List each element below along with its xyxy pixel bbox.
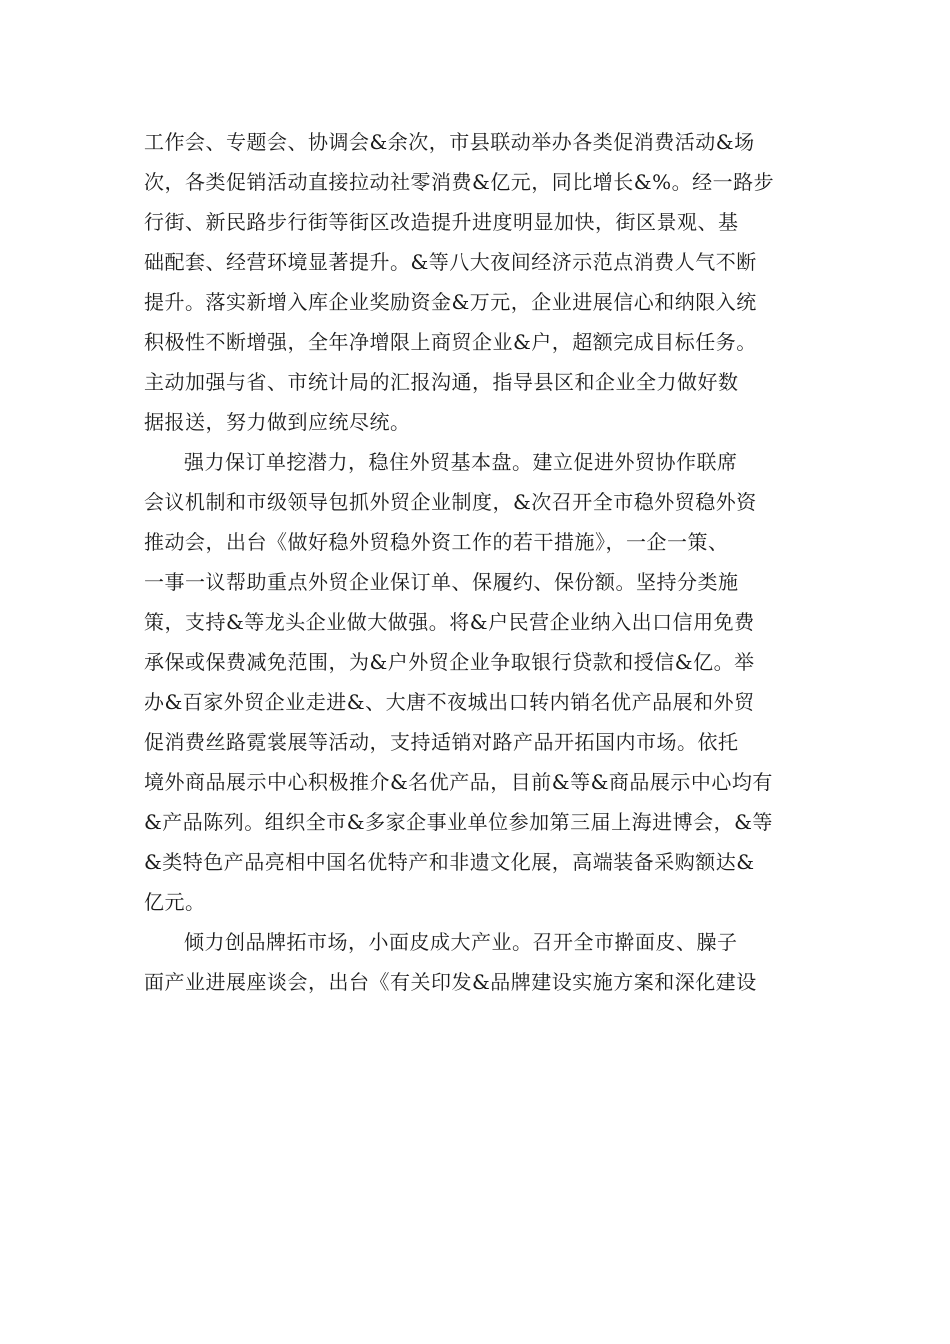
body-text [144, 122, 808, 1002]
text-line: 提升。落实新增入库企业奖励资金&万元，企业进展信心和纳限入统 [144, 290, 757, 314]
paragraph-3 [144, 922, 808, 1002]
text-line: 策，支持&等龙头企业做大做强。将&户民营企业纳入出口信用免费 [144, 610, 755, 634]
text-line: 推动会，出台《做好稳外贸稳外资工作的若干措施》，一企一策、 [144, 530, 729, 554]
text-line: 办&百家外贸企业走进&、大唐不夜城出口转内销名优产品展和外贸 [144, 690, 755, 714]
text-line: 行街、新民路步行街等街区改造提升进度明显加快，街区景观、基 [144, 210, 739, 234]
text-line: 境外商品展示中心积极推介&名优产品，目前&等&商品展示中心均有 [144, 770, 773, 794]
text-line: 会议机制和市级领导包抓外贸企业制度，&次召开全市稳外贸稳外资 [144, 490, 757, 514]
text-line: 亿元。 [144, 890, 206, 914]
text-line: 础配套、经营环境显著提升。&等八大夜间经济示范点消费人气不断 [144, 250, 757, 274]
text-line: &类特色产品亮相中国名优特产和非遗文化展，高端装备采购额达& [144, 850, 755, 874]
text-line: 主动加强与省、市统计局的汇报沟通，指导县区和企业全力做好数 [144, 370, 739, 394]
text-line: 面产业进展座谈会，出台《有关印发&品牌建设实施方案和深化建设 [144, 970, 757, 994]
text-line: 一事一议帮助重点外贸企业保订单、保履约、保份额。坚持分类施 [144, 570, 739, 594]
text-line: 积极性不断增强，全年净增限上商贸企业&户，超额完成目标任务。 [144, 330, 757, 354]
text-line: &产品陈列。组织全市&多家企事业单位参加第三届上海进博会，&等 [144, 810, 773, 834]
text-line: 据报送，努力做到应统尽统。 [144, 410, 411, 434]
paragraph-1 [144, 122, 808, 442]
text-line: 倾力创品牌拓市场，小面皮成大产业。召开全市擀面皮、臊子 [184, 930, 738, 954]
text-line: 次，各类促销活动直接拉动社零消费&亿元，同比增长&%。经一路步 [144, 170, 775, 194]
paragraph-2 [144, 442, 808, 922]
text-line: 强力保订单挖潜力，稳住外贸基本盘。建立促进外贸协作联席 [184, 450, 738, 474]
text-line: 工作会、专题会、协调会&余次，市县联动举办各类促消费活动&场 [144, 130, 755, 154]
text-line: 促消费丝路霓裳展等活动，支持适销对路产品开拓国内市场。依托 [144, 730, 739, 754]
text-line: 承保或保费减免范围，为&户外贸企业争取银行贷款和授信&亿。举 [144, 650, 755, 674]
